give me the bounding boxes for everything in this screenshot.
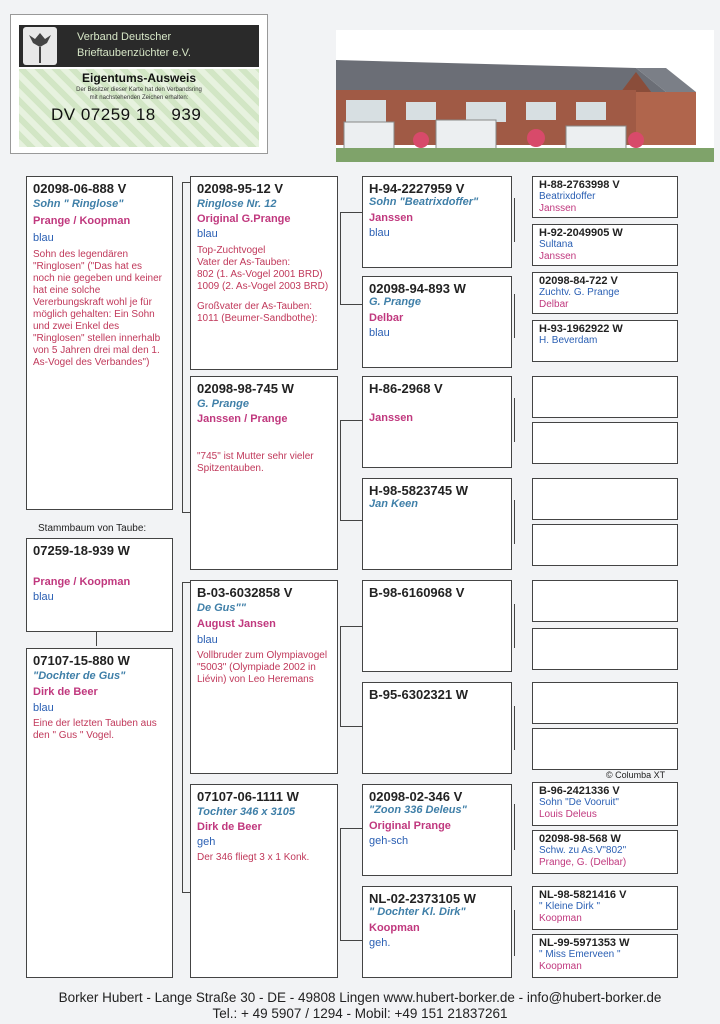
ss-owner: Original G.Prange [197,213,291,225]
connector [340,828,362,829]
ss-ring: 02098-95-12 V [197,181,284,196]
g3-owner: Janssen [369,212,414,224]
connector [340,212,341,304]
g3-owner: Delbar [369,312,404,324]
g4-box [532,728,678,770]
g3-name: G. Prange [369,296,421,308]
g4-box [532,524,678,566]
ss-note2: Vater der As-Tauben: [197,257,291,268]
connector [514,604,515,648]
g3-box [362,276,512,368]
sire-ring: 02098-06-888 V [33,181,127,196]
g4-line: " Miss Emerveen " [539,949,621,960]
ds-note: Vollbruder zum Olympiavogel "5003" (Olympiade 2002 in Liévin) von Leo Heremans [197,650,328,685]
ss-color: blau [197,228,218,240]
dam-color: blau [33,702,54,714]
g3-name: "Zoon 336 Deleus" [369,804,467,816]
dam-owner: Dirk de Beer [33,686,98,698]
connector [340,304,362,305]
ss-note6: 1011 (Beumer-Sandbothe): [197,313,318,324]
connector [514,706,515,750]
connector [182,182,183,512]
g3-box [362,784,512,876]
ss-note1: Top-Zuchtvogel [197,245,266,256]
dd-color: geh [197,836,216,848]
sd-note: "745" ist Mutter sehr vieler Spitzentauben. [197,451,314,474]
g3-box [362,176,512,268]
sire-color: blau [33,232,54,244]
connector [514,198,515,242]
g3-color: geh-sch [369,835,409,847]
connector [514,398,515,442]
sire-note: Sohn des legendären "Ringlosen" ("Das hat es noch nie gegeben und keiner hat eine solche Vererbungskraft wohl je für möglich gehalten: Ein Sohn und zwei Enkel des "Ringlosen" stellen innerhalb von 5 Jahren drei mal den 1. As-Vogel des Verbandes") [33,249,162,368]
g3-box [362,886,512,978]
ds-box [190,580,338,774]
g3-ring: B-98-6160968 V [369,585,465,600]
g3-ring: H-94-2227959 V [369,181,465,196]
g4-line: Sohn "De Vooruit" [539,797,619,808]
connector [96,632,97,646]
g3-color: geh. [369,937,391,949]
subject-owner: Prange / Koopman [33,576,131,588]
g4-box [532,176,678,218]
connector [182,182,190,183]
g4-ring: 02098-98-568 W [539,833,621,845]
g3-box [362,376,512,468]
card-subtitle-1: Der Besitzer dieser Karte hat den Verbandsring [76,87,202,93]
dove-logo [23,27,57,65]
g4-box [532,224,678,266]
ss-name: Ringlose Nr. 12 [197,198,277,210]
ds-color: blau [197,634,218,646]
card-subtitle-2: mit nachstehenden Zeichen erhalten: [89,95,189,101]
g3-box [362,580,512,672]
connector [182,582,190,583]
g4-ring: H-92-2049905 W [539,227,623,239]
sd-owner: Janssen / Prange [197,413,288,425]
dam-note: Eine der letzten Tauben aus den " Gus " Vogel. [33,718,157,741]
footer-phone: Tel.: + 49 5907 / 1294 - Mobil: +49 151 21837261 [212,1006,508,1021]
card-org-line1: Verband Deutscher [77,31,172,43]
dd-ring: 07107-06-1111 W [197,789,299,804]
g3-ring: NL-02-2373105 W [369,891,476,906]
g3-owner: Janssen [369,412,414,424]
copyright: © Columba XT [606,770,666,780]
dam-box [26,648,173,978]
g3-ring: 02098-02-346 V [369,789,463,804]
loft-photo [336,30,714,162]
card-ring-number: DV 07259 18 939 [51,105,202,124]
footer-address: Borker Hubert - Lange Straße 30 - DE - 49808 Lingen www.hubert-borker.de - info@hubert-borker.de [58,990,662,1005]
sd-name: G. Prange [197,398,249,410]
dam-ring: 07107-15-880 W [33,653,130,668]
g4-ring: NL-98-5821416 V [539,889,627,901]
g3-box [362,478,512,570]
g3-box [362,682,512,774]
g4-owner: Koopman [539,913,582,924]
g3-ring: H-98-5823745 W [369,483,468,498]
g4-ring: B-96-2421336 V [539,785,620,797]
subject-color: blau [33,591,54,603]
g4-owner: Prange, G. (Delbar) [539,857,627,868]
g4-line: Schw. zu As.V"802" [539,845,627,856]
connector [182,582,183,892]
g4-box [532,886,678,930]
g4-owner: Louis Deleus [539,809,597,820]
g4-box [532,320,678,362]
g3-color: blau [369,227,390,239]
g3-name: " Dochter Kl. Dirk" [369,906,466,918]
g4-owner: Janssen [539,203,577,214]
g4-box [532,934,678,978]
ss-note3: 802 (1. As-Vogel 2001 BRD) [197,269,323,280]
g3-name: Jan Keen [369,498,418,510]
ds-ring: B-03-6032858 V [197,585,293,600]
g4-line: Sultana [539,239,573,250]
g4-box [532,422,678,464]
ownership-card [10,14,268,154]
g4-line: Beatrixdoffer [539,191,596,202]
g4-line: Zuchtv. G. Prange [539,287,620,298]
g4-owner: Delbar [539,299,569,310]
g4-owner: Janssen [539,251,577,262]
g4-box [532,478,678,520]
connector [514,500,515,544]
subject-box [26,538,173,632]
connector [340,626,362,627]
g4-box [532,376,678,418]
ss-note5: Großvater der As-Tauben: [197,301,313,312]
connector [182,892,190,893]
g3-owner: Original Prange [369,820,451,832]
g4-ring: NL-99-5971353 W [539,937,630,949]
g3-ring: H-86-2968 V [369,381,443,396]
connector [340,212,362,213]
g4-box [532,580,678,622]
connector [182,512,190,513]
ds-owner: August Jansen [197,618,276,630]
g4-ring: 02098-84-722 V [539,275,618,287]
subject-ring: 07259-18-939 W [33,543,130,558]
connector [340,520,362,521]
g4-ring: H-88-2763998 V [539,179,620,191]
ss-box [190,176,338,370]
card-header [19,25,259,67]
g4-line: H. Beverdam [539,335,598,346]
ds-name: De Gus"" [197,602,246,614]
connector [340,940,362,941]
g4-box [532,830,678,874]
g4-ring: H-93-1962922 W [539,323,623,335]
g4-line: " Kleine Dirk " [539,901,601,912]
g3-ring: 02098-94-893 W [369,281,466,296]
sire-name: Sohn " Ringlose" [33,198,124,210]
dd-owner: Dirk de Beer [197,821,262,833]
dam-name: "Dochter de Gus" [33,670,126,682]
g4-owner: Koopman [539,961,582,972]
g3-color: blau [369,327,390,339]
g3-name: Sohn "Beatrixdoffer" [369,196,479,208]
ss-note4: 1009 (2. As-Vogel 2003 BRD) [197,281,329,292]
sire-owner: Prange / Koopman [33,215,131,227]
connector [514,910,515,956]
g4-box [532,628,678,670]
connector [340,626,341,726]
g4-box [532,682,678,724]
card-org-line2: Brieftaubenzüchter e.V. [77,47,191,59]
sd-box [190,376,338,570]
stammbaum-label: Stammbaum von Taube: [38,523,147,534]
sd-ring: 02098-98-745 W [197,381,294,396]
connector [340,420,341,520]
dd-note: Der 346 fliegt 3 x 1 Konk. [197,852,310,863]
g4-box [532,272,678,314]
connector [514,294,515,338]
connector [340,420,362,421]
g3-owner: Koopman [369,922,420,934]
connector [340,726,362,727]
dd-name: Tochter 346 x 3105 [197,806,296,818]
connector [514,804,515,850]
g3-ring: B-95-6302321 W [369,687,468,702]
dd-box [190,784,338,978]
g4-box [532,782,678,826]
sire-box [26,176,173,510]
card-title: Eigentums-Ausweis [81,71,197,85]
connector [340,828,341,940]
